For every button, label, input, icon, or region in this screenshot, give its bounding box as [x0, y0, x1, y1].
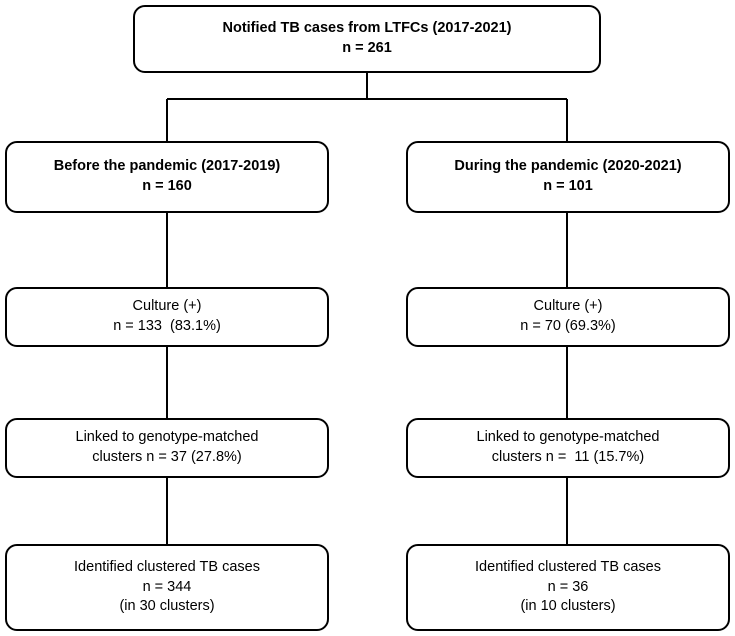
node-during-pandemic	[406, 141, 730, 213]
node-right-culture-positive	[406, 287, 730, 347]
node-right-identified-clustered-line-3: (in 10 clusters)	[520, 598, 616, 615]
node-left-genotype-linked-line-2: clusters n = 37 (27.8%)	[92, 449, 242, 465]
node-right-identified-clustered-line-2: n = 36	[547, 578, 589, 595]
node-left-genotype-linked-line-1: Linked to genotype-matched	[75, 429, 259, 446]
node-during-pandemic-line-2: n = 101	[543, 178, 593, 194]
node-left-culture-positive-line-1: Culture (+)	[132, 298, 202, 315]
node-right-identified-clustered-line-1: Identified clustered TB cases	[475, 559, 661, 576]
node-right-identified-clustered	[406, 544, 730, 631]
node-notified-cases-line-1: Notified TB cases from LTFCs (2017-2021)	[222, 20, 512, 37]
node-notified-cases	[133, 5, 601, 73]
node-left-identified-clustered-line-2: n = 344	[142, 578, 192, 595]
node-notified-cases-line-2: n = 261	[342, 40, 392, 56]
node-before-pandemic-line-2: n = 160	[142, 178, 192, 194]
node-left-identified-clustered	[5, 544, 329, 631]
node-left-culture-positive-line-2: n = 133 (83.1%)	[113, 318, 221, 334]
node-left-identified-clustered-line-3: (in 30 clusters)	[119, 598, 215, 615]
node-during-pandemic-line-1: During the pandemic (2020-2021)	[454, 158, 682, 175]
node-left-culture-positive	[5, 287, 329, 347]
node-before-pandemic	[5, 141, 329, 213]
node-left-identified-clustered-line-1: Identified clustered TB cases	[74, 559, 260, 576]
node-right-genotype-linked	[406, 418, 730, 478]
node-left-genotype-linked	[5, 418, 329, 478]
node-right-culture-positive-line-1: Culture (+)	[533, 298, 603, 315]
node-right-culture-positive-line-2: n = 70 (69.3%)	[520, 318, 616, 334]
node-before-pandemic-line-1: Before the pandemic (2017-2019)	[53, 158, 281, 175]
node-right-genotype-linked-line-2: clusters n = 11 (15.7%)	[491, 449, 645, 465]
node-right-genotype-linked-line-1: Linked to genotype-matched	[476, 429, 660, 446]
